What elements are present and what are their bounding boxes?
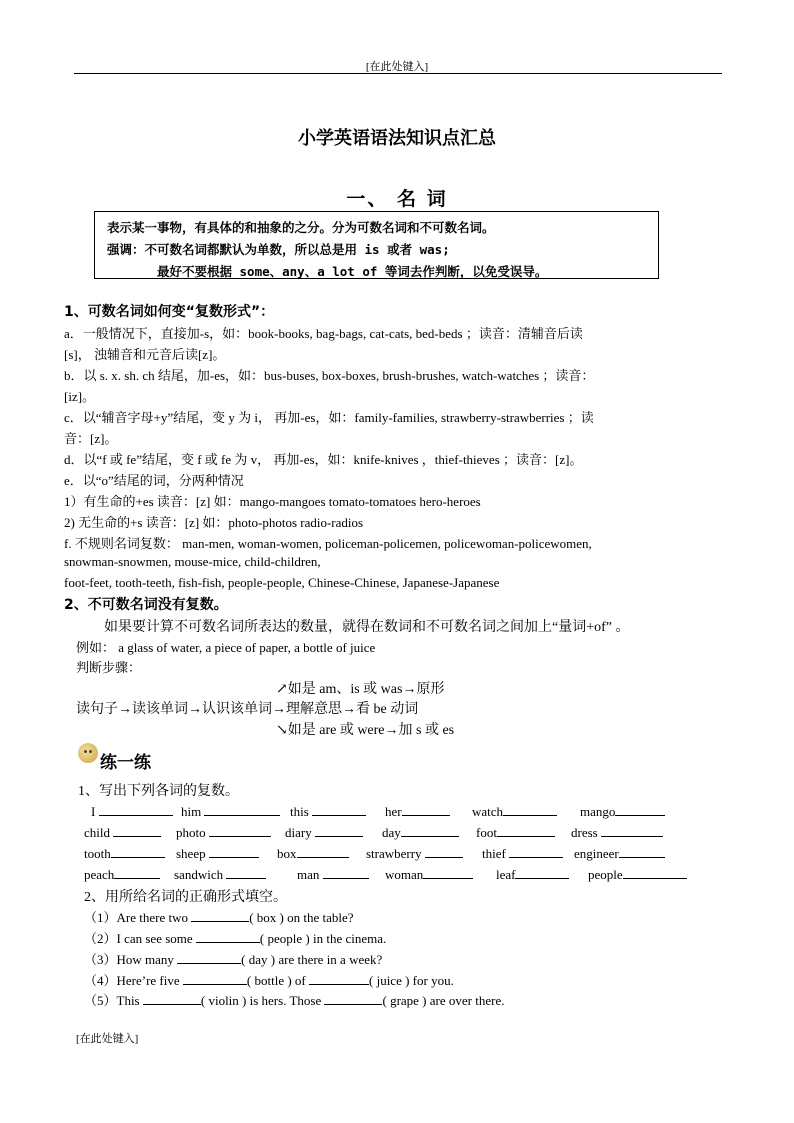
word-item: child [84, 824, 161, 841]
answer-blank[interactable] [401, 824, 459, 837]
answer-blank[interactable] [183, 972, 247, 985]
rule-a-line2: [s]， 浊辅音和元音后读[z]。 [64, 347, 226, 362]
word-item: him [181, 803, 280, 820]
answer-blank[interactable] [114, 866, 160, 879]
answer-blank[interactable] [309, 972, 369, 985]
answer-blank[interactable] [209, 824, 271, 837]
rule-c-line2: 音：[z]。 [64, 431, 118, 446]
sentence-5: （5）This ( violin ) is hers. Those ( grape ) are over there. [84, 993, 505, 1008]
word-item: sandwich [174, 866, 266, 883]
page-header: [在此处键入] [365, 61, 429, 73]
answer-blank[interactable] [99, 803, 173, 816]
word-item: foot [476, 824, 555, 841]
answer-blank[interactable] [497, 824, 555, 837]
sentence-3: （3）How many ( day ) are there in a week? [84, 952, 383, 967]
answer-blank[interactable] [423, 866, 473, 879]
word-item: box [277, 845, 349, 862]
word-item: engineer [574, 845, 665, 862]
exercise-q1: 1、写出下列各词的复数。 [78, 784, 239, 799]
exercise-q2: 2、用所给名词的正确形式填空。 [84, 890, 287, 905]
rule-f-line2: snowman-snowmen, mouse-mice, child-children, [64, 554, 321, 569]
word-item: strawberry [366, 845, 463, 862]
page-footer: [在此处键入] [76, 1033, 139, 1045]
answer-blank[interactable] [204, 803, 280, 816]
rule-b-line2: [iz]。 [64, 389, 96, 404]
section-heading: 一、 名 词 [346, 188, 448, 210]
rule-f-line1: f. 不规则名词复数： man-men, woman-women, policeman-policemen, policewoman-policewomen, [64, 536, 592, 551]
step-branch-plural: ↘如是 are 或 were→加 s 或 es [276, 723, 455, 738]
rule-d: d．以“f 或 fe”结尾，变 f 或 fe 为 v， 再加-es，如：knife-knives ，thief-thieves ；读音：[z]。 [64, 452, 583, 467]
answer-blank[interactable] [177, 951, 241, 964]
word-item: sheep [176, 845, 259, 862]
word-item: this [290, 803, 366, 820]
rule-e-intro: e．以“o”结尾的词，分两种情况 [64, 473, 244, 488]
answer-blank[interactable] [315, 824, 363, 837]
answer-blank[interactable] [191, 909, 249, 922]
answer-blank[interactable] [615, 803, 665, 816]
answer-blank[interactable] [324, 992, 382, 1005]
sentence-2: （2）I can see some ( people ) in the cinema. [84, 931, 387, 946]
exercise-title: 练一练 [100, 753, 151, 773]
answer-blank[interactable] [601, 824, 663, 837]
word-item: tooth [84, 845, 165, 862]
word-item: leaf [496, 866, 569, 883]
answer-blank[interactable] [226, 866, 266, 879]
word-item: mango [580, 803, 665, 820]
word-item: dress [571, 824, 663, 841]
answer-blank[interactable] [111, 845, 165, 858]
word-item: photo [176, 824, 271, 841]
step-sequence: 读句子→读该单词→认识该单词→理解意思→看 be 动词 [76, 702, 419, 717]
word-item: people [588, 866, 687, 883]
word-item: her [385, 803, 450, 820]
answer-blank[interactable] [196, 930, 260, 943]
rule-f-line3: foot-feet, tooth-teeth, fish-fish, people-people, Chinese-Chinese, Japanese-Japanese [64, 575, 500, 590]
step-branch-singular: ↗如是 am、is 或 was→原形 [276, 682, 445, 697]
answer-blank[interactable] [297, 845, 349, 858]
answer-blank[interactable] [509, 845, 563, 858]
steps-label: 判断步骤： [76, 660, 142, 675]
sentence-4: （4）Here’re five ( bottle ) of ( juice ) for you. [84, 973, 454, 988]
page-title: 小学英语语法知识点汇总 [298, 128, 496, 149]
answer-blank[interactable] [113, 824, 161, 837]
answer-blank[interactable] [312, 803, 366, 816]
definition-box [94, 211, 659, 279]
word-item: diary [285, 824, 363, 841]
answer-blank[interactable] [623, 866, 687, 879]
rule-a-line1: a．一般情况下，直接加-s，如：book-books, bag-bags, cat-cats, bed-beds ；读音：清辅音后读 [64, 326, 583, 341]
definition-line-3: 最好不要根据 some、any、a lot of 等词去作判断，以免受误导。 [157, 264, 548, 279]
word-item: woman [385, 866, 473, 883]
rule-c-line1: c．以“辅音字母+y”结尾，变 y 为 i， 再加-es，如：family-families, strawberry-strawberries ；读 [64, 410, 594, 425]
part2-heading: 2、不可数名词没有复数。 [64, 597, 228, 613]
answer-blank[interactable] [209, 845, 259, 858]
word-item: day [382, 824, 459, 841]
rule-e-living: 1）有生命的+es 读音：[z] 如：mango-mangoes tomato-tomatoes hero-heroes [64, 494, 481, 509]
word-item: I [91, 803, 173, 820]
answer-blank[interactable] [503, 803, 557, 816]
rule-b-line1: b．以 s. x. sh. ch 结尾，加-es，如：bus-buses, box-boxes, brush-brushes, watch-watches ；读音： [64, 368, 595, 383]
word-item: watch [472, 803, 557, 820]
answer-blank[interactable] [425, 845, 463, 858]
part1-heading: 1、可数名词如何变“复数形式”： [64, 304, 275, 320]
answer-blank[interactable] [323, 866, 369, 879]
word-item: peach [84, 866, 160, 883]
answer-blank[interactable] [619, 845, 665, 858]
word-item: man [297, 866, 369, 883]
part2-example: 例如： a glass of water, a piece of paper, a bottle of juice [76, 640, 376, 655]
answer-blank[interactable] [515, 866, 569, 879]
part2-explanation: 如果要计算不可数名词所表达的数量，就得在数词和不可数名词之间加上“量词+of” 。 [104, 620, 630, 635]
definition-line-2: 强调：不可数名词都默认为单数，所以总是用 is 或者 was; [107, 242, 450, 257]
header-rule [74, 73, 722, 74]
answer-blank[interactable] [143, 992, 201, 1005]
word-item: thief [482, 845, 563, 862]
smiley-icon [78, 743, 98, 763]
rule-e-nonliving: 2) 无生命的+s 读音：[z] 如：photo-photos radio-radios [64, 515, 364, 530]
definition-line-1: 表示某一事物，有具体的和抽象的之分。分为可数名词和不可数名词。 [107, 220, 495, 235]
answer-blank[interactable] [402, 803, 450, 816]
sentence-1: （1）Are there two ( box ) on the table? [84, 910, 354, 925]
